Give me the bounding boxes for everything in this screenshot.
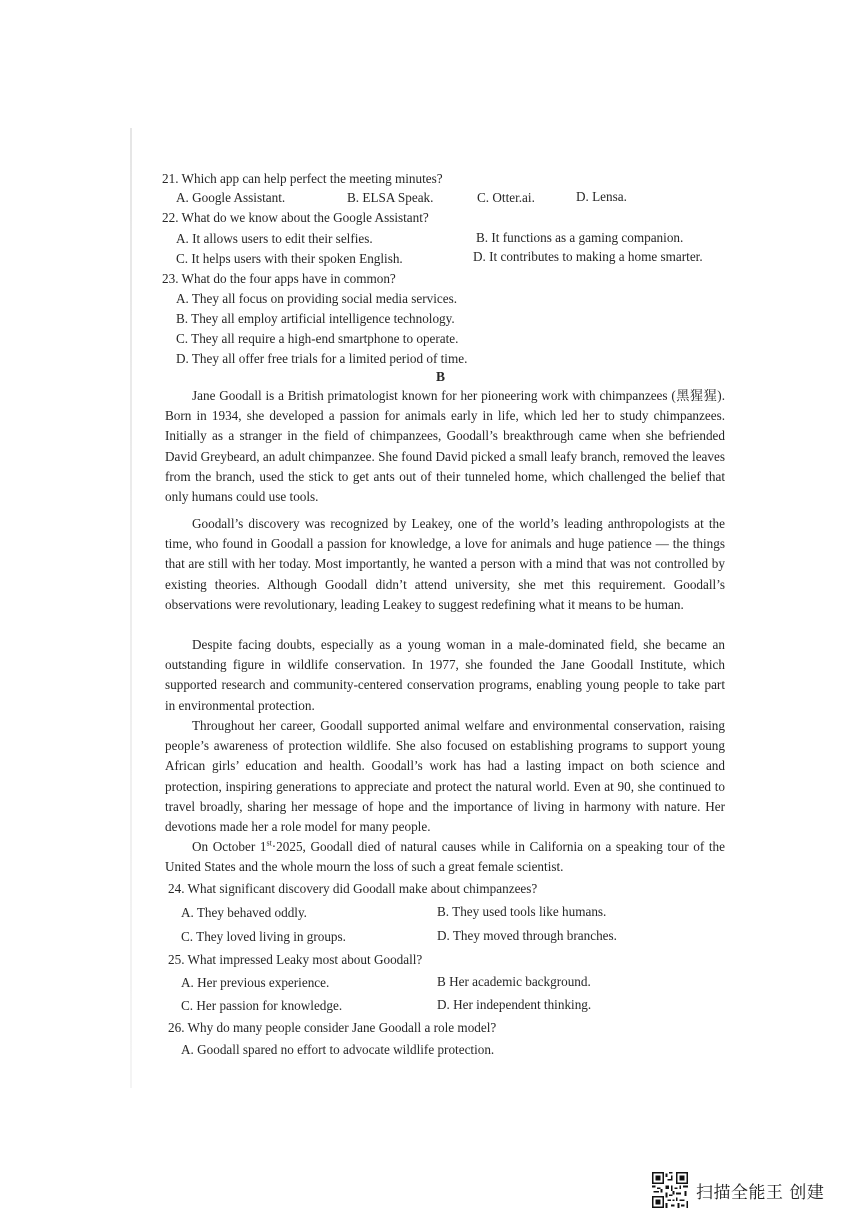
paragraph-5-superscript: st (266, 838, 272, 848)
question-25-option-a: A. Her previous experience. (181, 975, 330, 990)
question-23-option-d: D. They all offer free trials for a limited period of time. (176, 351, 468, 366)
question-23-option-c: C. They all require a high-end smartphone to operate. (176, 331, 459, 346)
passage-paragraph-3: Despite facing doubts, especially as a young woman in a male-dominated field, she became an outstanding figure in wildlife conservation. In 1977, she founded the Jane Goodall Institute, which supported research and community-centered conservation programs, enabling young people to take part in environmental protection. (165, 637, 725, 713)
passage-paragraph-4: Throughout her career, Goodall supported animal welfare and environmental conservation, raising people’s awareness of protection wildlife. She also focused on establishing programs to support young African girls’ education and health. Goodall’s work has had a lasting impact on both science and protection, inspiring generations to appreciate and protect the natural world. Even at 90, she continued to travel broadly, sharing her message of hope and the importance of living in harmony with nature. Her devotions made her a role model for many people. (165, 718, 725, 835)
question-25-option-b: B Her academic background. (437, 974, 591, 989)
question-23-option-a: A. They all focus on providing social media services. (176, 291, 458, 306)
paragraph-5-text-start: On October 1 (192, 839, 267, 854)
question-22-option-a: A. It allows users to edit their selfies. (176, 231, 373, 246)
paragraph-5-text-end: ·2025, Goodall died of natural causes while in California on a speaking tour of the United States and the whole mourn the loss of such a great female scientist. (165, 839, 725, 875)
qr-code-icon (652, 1172, 688, 1208)
question-22-stem: 22. What do we know about the Google Assistant? (162, 210, 429, 225)
question-26-stem: 26. Why do many people consider Jane Goodall a role model? (168, 1020, 497, 1035)
passage-paragraph-5 (165, 837, 725, 877)
question-25-stem: 25. What impressed Leaky most about Goodall? (168, 952, 423, 967)
scan-page-edge (130, 128, 132, 1088)
question-22-option-d: D. It contributes to making a home smarter. (473, 249, 703, 264)
question-23-stem: 23. What do the four apps have in common? (162, 271, 396, 286)
passage-paragraph-2: Goodall’s discovery was recognized by Leakey, one of the world’s leading anthropologists at the time, who found in Goodall a passion for knowledge, a love for animals and huge patience — the things that are still with her today. Most importantly, he wanted a person with a mind that was not controlled by existing theories. Although Goodall didn’t attend university, she met this requirement. Goodall’s observations were revolutionary, leading Leakey to suggest redefining what it means to be human. (165, 516, 725, 612)
question-24-option-b: B. They used tools like humans. (437, 904, 607, 919)
question-24-option-d: D. They moved through branches. (437, 928, 617, 943)
question-21-option-d: D. Lensa. (576, 189, 627, 204)
question-25-option-c: C. Her passion for knowledge. (181, 998, 343, 1013)
question-21-option-a: A. Google Assistant. (176, 190, 286, 205)
question-21-option-c: C. Otter.ai. (477, 190, 535, 205)
question-22-option-b: B. It functions as a gaming companion. (476, 230, 684, 245)
question-21-stem: 21. Which app can help perfect the meeting minutes? (162, 171, 443, 186)
question-24-stem: 24. What significant discovery did Goodall make about chimpanzees? (168, 881, 538, 896)
question-23-option-b: B. They all employ artificial intelligence technology. (176, 311, 455, 326)
scanner-watermark (652, 1172, 824, 1208)
section-b-heading: B (436, 369, 446, 384)
question-26-option-a: A. Goodall spared no effort to advocate wildlife protection. (181, 1042, 495, 1057)
question-24-option-a: A. They behaved oddly. (181, 905, 307, 920)
question-21-option-b: B. ELSA Speak. (347, 190, 434, 205)
watermark-text: 扫描全能王 创建 (696, 1182, 825, 1203)
passage-paragraph-1: Jane Goodall is a British primatologist known for her pioneering work with chimpanzees (黑猩猩). Born in 1934, she developed a passion for animals early in life, which led her to study chimpanzees. Initially as a stranger in the field of chimpanzees, Goodall’s breakthrough came when she befriended David Greybeard, an adult chimpanzee. She found David picked a small leafy branch, removed the leaves from the branch, used the stick to get ants out of their tunneled home, which challenged the belief that only humans could use tools. (165, 388, 725, 505)
question-22-option-c: C. It helps users with their spoken English. (176, 251, 403, 266)
question-24-option-c: C. They loved living in groups. (181, 929, 346, 944)
question-25-option-d: D. Her independent thinking. (437, 997, 592, 1012)
